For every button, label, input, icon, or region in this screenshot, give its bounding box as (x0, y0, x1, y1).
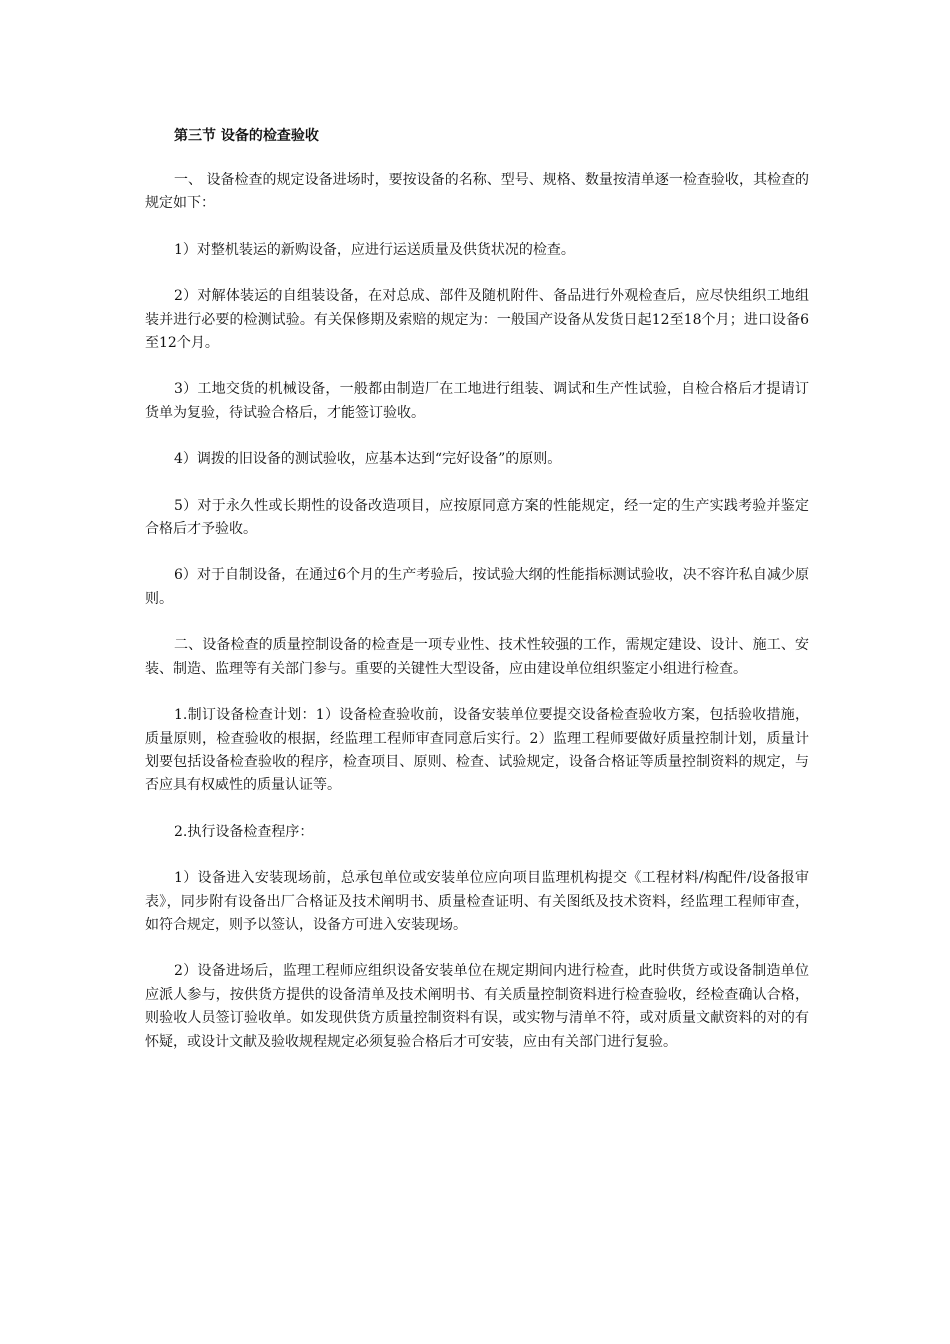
paragraph-inspection-procedure-heading: 2.执行设备检查程序： (174, 823, 314, 840)
paragraph-item-5: 5）对于永久性或长期性的设备改造项目，应按原同意方案的性能规定，经一定的生产实践考验并鉴定合格后才予验收。 (145, 497, 809, 538)
paragraph-item-1: 1）对整机装运的新购设备，应进行运送质量及供货状况的检查。 (174, 241, 575, 258)
document-page (145, 124, 809, 1077)
section-title: 第三节 设备的检查验收 (174, 128, 319, 144)
paragraph-equipment-inspection-rules: 一、 设备检查的规定设备进场时，要按设备的名称、型号、规格、数量按清单逐一检查验收，其检查的规定如下： (145, 172, 809, 212)
paragraph-item-3: 3）工地交货的机械设备，一般都由制造厂在工地进行组装、调试和生产性试验，自检合格后才提请订货单为复验，待试验合格后，才能签订验收。 (145, 381, 809, 421)
paragraph-item-6: 6）对于自制设备，在通过6个月的生产考验后，按试验大纲的性能指标测试验收，决不容许私自减少原则。 (145, 567, 809, 607)
paragraph-inspection-plan: 1.制订设备检查计划：1）设备检查验收前，设备安装单位要提交设备检查验收方案，包括验收措施，质量原则，检查验收的根据，经监理工程师审查同意后实行。2）监理工程师要做好质量控制计划，质量计划要包括设备检查验收的程序，检查项目、原则、检查、试验规定，设备合格证等质量控制资料的规定，与否应具有权威性的质量认证等。 (145, 707, 809, 794)
paragraph-procedure-step-2: 2）设备进场后，监理工程师应组织设备安装单位在规定期间内进行检查，此时供货方或设备制造单位应派人参与，按供货方提供的设备清单及技术阐明书、有关质量控制资料进行检查验收，经检查确认合格，则验收人员签订验收单。如发现供货方质量控制资料有误，或实物与清单不符，或对质量文献资料的对的有怀疑，或设计文献及验收规程规定必须复验合格后才可安装，应由有关部门进行复验。 (145, 963, 809, 1050)
paragraph-procedure-step-1: 1）设备进入安装现场前，总承包单位或安装单位应向项目监理机构提交《工程材料/构配件/设备报审表》，同步附有设备出厂合格证及技术阐明书、质量检查证明、有关图纸及技术资料，经监理工程师审查，如符合规定，则予以签认，设备方可进入安装现场。 (145, 870, 809, 933)
paragraph-item-4: 4）调拨的旧设备的测试验收，应基本达到“完好设备”的原则。 (174, 451, 562, 468)
paragraph-quality-control: 二、设备检查的质量控制设备的检查是一项专业性、技术性较强的工作，需规定建设、设计、施工、安装、制造、监理等有关部门参与。重要的关键性大型设备，应由建设单位组织鉴定小组进行检查。 (145, 637, 809, 677)
paragraph-item-2: 2）对解体装运的自组装设备，在对总成、部件及随机附件、备品进行外观检查后，应尽快组织工地组装并进行必要的检测试验。有关保修期及索赔的规定为：一般国产设备从发货日起12至18个月；进口设备6至12个月。 (145, 288, 809, 352)
